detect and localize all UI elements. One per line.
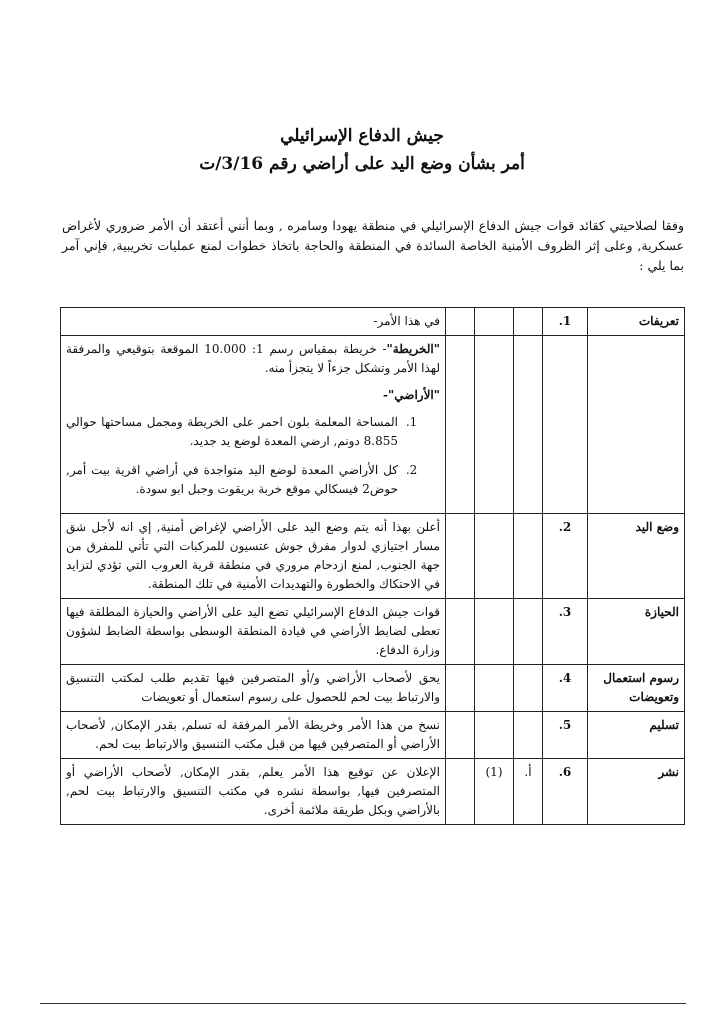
clause-row-delivery	[61, 712, 685, 759]
clause-blank-cell	[446, 336, 475, 514]
clause-number: 1.	[543, 308, 588, 336]
clause-letter: أ.	[514, 759, 543, 825]
clause-term: وضع اليد	[588, 514, 685, 599]
clause-term: الحيازة	[588, 599, 685, 665]
org-title: جيش الدفاع الإسرائيلي	[280, 126, 444, 146]
land-definition-list	[66, 413, 418, 499]
land-definition-title: "الأراضي"-	[383, 388, 440, 402]
clause-row-publication	[61, 759, 685, 825]
clause-text: يحق لأصحاب الأراضي و/أو المتصرفين فيها تقديم طلب لمكتب التنسيق والارتباط بيت لحم للحصول على رسوم استعمال أو تعويضات	[61, 665, 446, 712]
footer-divider	[40, 1003, 686, 1004]
clause-row-possession	[61, 599, 685, 665]
clause-term: نشر	[588, 759, 685, 825]
clause-sub-number: (1)	[475, 759, 514, 825]
clause-blank-cell	[446, 514, 475, 599]
clause-term: تسليم	[588, 712, 685, 759]
clause-blank-cell	[446, 308, 475, 336]
map-definition-text: - خريطة بمقياس رسم 1: 10.000 الموقعة بتوقيعي والمرفقة لهذا الأمر وتشكل جزءاً لا يتجزأ منه.	[66, 342, 440, 375]
clause-letter-cell	[514, 308, 543, 336]
clause-row-definitions-body	[61, 336, 685, 514]
intro-paragraph: وفقا لصلاحيتي كقائد قوات جيش الدفاع الإسرائيلي في منطقة يهودا وسامره , وبما أنني أعتقد أن الأمر ضروري لأغراض عسكرية, وعلى إثر الظروف الأمنية الخاصة السائدة في المنطقة والحاجة باتخاذ خطوات لمنع عمليات تخريبية, فإني آمر بما يلي :	[62, 218, 684, 273]
clause-number: 3.	[543, 599, 588, 665]
land-definition-item: 1. المساحة المعلمة بلون احمر على الخريطة ومجمل مساحتها حوالي 8.855 دونم, ارضي المعدة لوضع يد جديد.	[66, 413, 402, 451]
clause-term-empty	[588, 336, 685, 514]
clause-term: تعريفات	[588, 308, 685, 336]
clause-row-seizure	[61, 514, 685, 599]
clause-text: نسخ من هذا الأمر وخريطة الأمر المرفقة له تسلم, بقدر الإمكان, لأصحاب الأراضي أو المتصرفين فيها من قبل مكتب التنسيق والارتباط بيت لحم.	[61, 712, 446, 759]
clause-letter-cell	[514, 336, 543, 514]
clause-sub-cell	[475, 599, 514, 665]
clause-text: الإعلان عن توقيع هذا الأمر يعلم, بقدر الإمكان, لأصحاب الأراضي أو المتصرفين فيها, بواسطة نشره في مكتب التنسيق والارتباط بيت لحم, بالأراضي وبكل طريقة ملائمة أخرى.	[61, 759, 446, 825]
clause-blank-cell	[446, 665, 475, 712]
clause-row-definitions	[61, 308, 685, 336]
clause-blank-cell	[446, 712, 475, 759]
clause-number-empty	[543, 336, 588, 514]
order-title: أمر بشأن وضع اليد على أراضي رقم 3/16/ت	[199, 154, 525, 174]
clauses-table	[60, 307, 685, 825]
clause-number: 6.	[543, 759, 588, 825]
clause-number: 5.	[543, 712, 588, 759]
clause-number: 4.	[543, 665, 588, 712]
clause-letter-cell	[514, 599, 543, 665]
clause-row-fees	[61, 665, 685, 712]
clause-term: رسوم استعمال وتعويضات	[588, 665, 685, 712]
clause-letter-cell	[514, 514, 543, 599]
clause-blank-cell	[446, 599, 475, 665]
clause-blank-cell	[446, 759, 475, 825]
definitions-body	[61, 336, 446, 514]
clause-letter-cell	[514, 712, 543, 759]
clause-sub-cell	[475, 712, 514, 759]
clause-letter-cell	[514, 665, 543, 712]
clause-sub-cell	[475, 336, 514, 514]
clause-text: أعلن بهذا أنه يتم وضع اليد على الأراضي لإغراض أمنية, إي انه لأجل شق مسار اجتيازي لدوار مفرق جوش عتسيون للمركبات التي تأتي للمفرق من جهة الجنوب, لمنع ازدحام مروري في منطقة قرية العروب التي تؤدي لتزايد في الاحتكاك والخطورة والتهديدات الأمنية في تلك المنطقة.	[61, 514, 446, 599]
clause-sub-cell	[475, 665, 514, 712]
clause-lead-text: في هذا الأمر-	[61, 308, 446, 336]
clause-number: 2.	[543, 514, 588, 599]
clause-text: قوات جيش الدفاع الإسرائيلي تضع اليد على الأراضي والحيازة المطلقة فيها تعطى لضابط الأراضي في قيادة المنطقة الوسطى بواسطة الضابط لشؤون وزارة الدفاع.	[61, 599, 446, 665]
map-definition	[66, 340, 440, 378]
land-definition-item: 2. كل الأراضي المعدة لوضع اليد متواجدة في أراضي اقرية بيت أمر, حوض2 فيسكالي موقع خربة بريقوت وجبل ابو سودة.	[66, 461, 402, 499]
clause-sub-cell	[475, 514, 514, 599]
clause-sub-cell	[475, 308, 514, 336]
map-definition-title: "الخريطة"	[386, 342, 441, 356]
